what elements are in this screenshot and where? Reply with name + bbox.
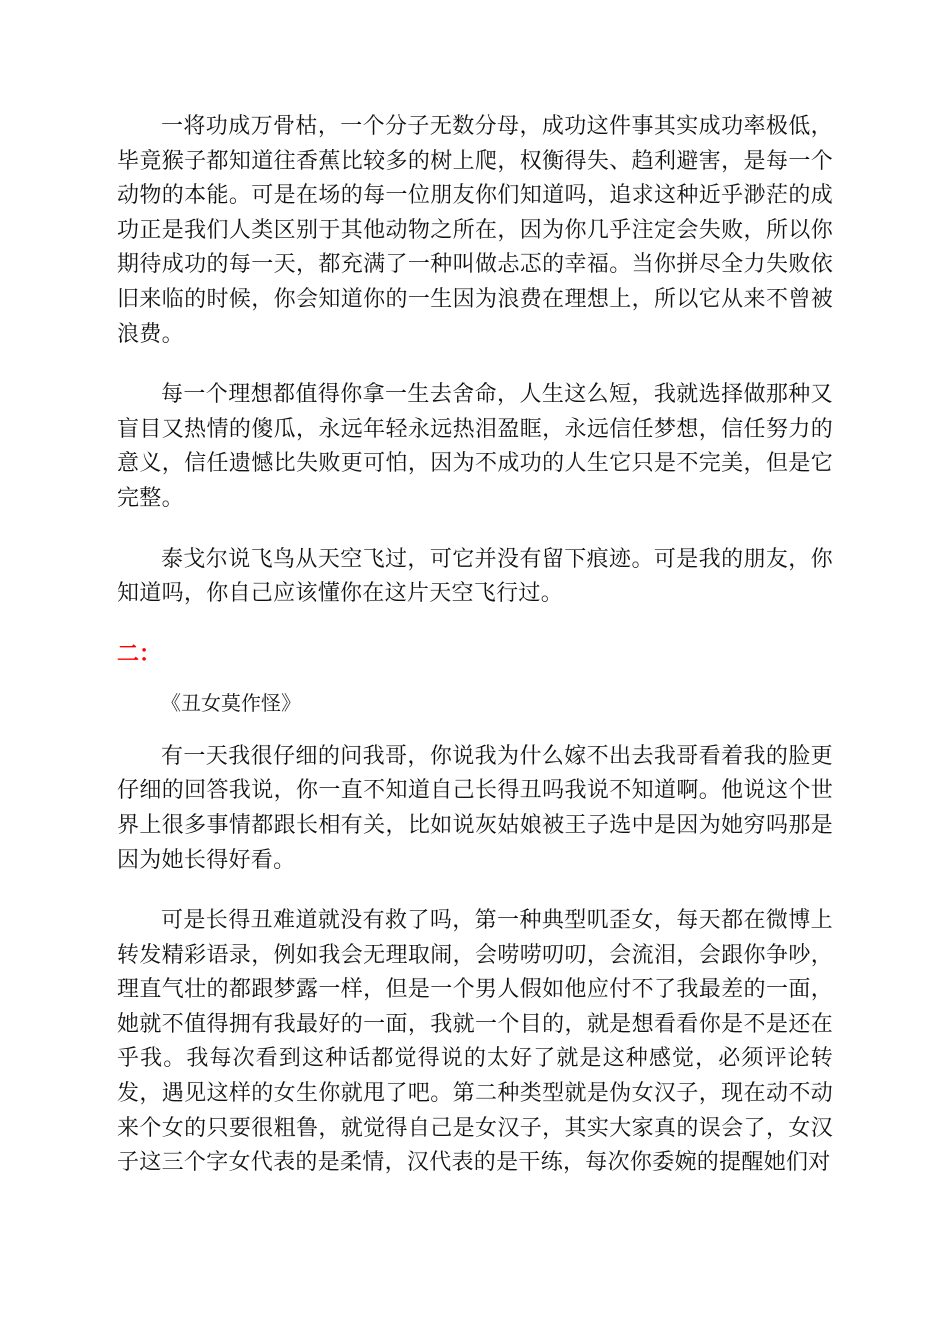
paragraph-3: 泰戈尔说飞鸟从天空飞过，可它并没有留下痕迹。可是我的朋友，你知道吗，你自己应该懂你在这片天空飞行过。 xyxy=(117,546,833,607)
document-page xyxy=(117,110,833,1181)
section-heading: 二： xyxy=(117,641,162,667)
paragraph-4: 有一天我很仔细的问我哥，你说我为什么嫁不出去我哥看着我的脸更仔细的回答我说，你一直不知道自己长得丑吗我说不知道啊。他说这个世界上很多事情都跟长相有关，比如说灰姑娘被王子选中是因为她穷吗那是因为她长得好看。 xyxy=(117,743,833,873)
paragraph-2: 每一个理想都值得你拿一生去舍命，人生这么短，我就选择做那种又盲目又热情的傻瓜，永远年轻永远热泪盈眶，永远信任梦想，信任努力的意义，信任遗憾比失败更可怕，因为不成功的人生它只是不完美，但是它完整。 xyxy=(117,382,833,511)
paragraph-1: 一将功成万骨枯，一个分子无数分母，成功这件事其实成功率极低，毕竟猴子都知道往香蕉比较多的树上爬，权衡得失、趋利避害，是每一个动物的本能。可是在场的每一位朋友你们知道吗，追求这种近乎渺茫的成功正是我们人类区别于其他动物之所在，因为你几乎注定会失败，所以你期待成功的每一天，都充满了一种叫做忐忑的幸福。当你拼尽全力失败依旧来临的时候，你会知道你的一生因为浪费在理想上，所以它从来不曾被浪费。 xyxy=(117,114,833,347)
paragraph-5: 可是长得丑难道就没有救了吗，第一种典型叽歪女，每天都在微博上转发精彩语录，例如我会无理取闹，会唠唠叨叨，会流泪，会跟你争吵，理直气壮的都跟梦露一样，但是一个男人假如他应付不了我最差的一面，她就不值得拥有我最好的一面，我就一个目的，就是想看看你是不是还在乎我。我每次看到这种话都觉得说的太好了就是这种感觉，必须评论转发，遇见这样的女生你就甩了吧。第二种类型就是伪女汉子，现在动不动来个女的只要很粗鲁，就觉得自己是女汉子，其实大家真的误会了，女汉子这三个字女代表的是柔情，汉代表的是干练，每次你委婉的提醒她们对 xyxy=(117,908,833,1176)
section-title: 《丑女莫作怪》 xyxy=(161,690,301,715)
